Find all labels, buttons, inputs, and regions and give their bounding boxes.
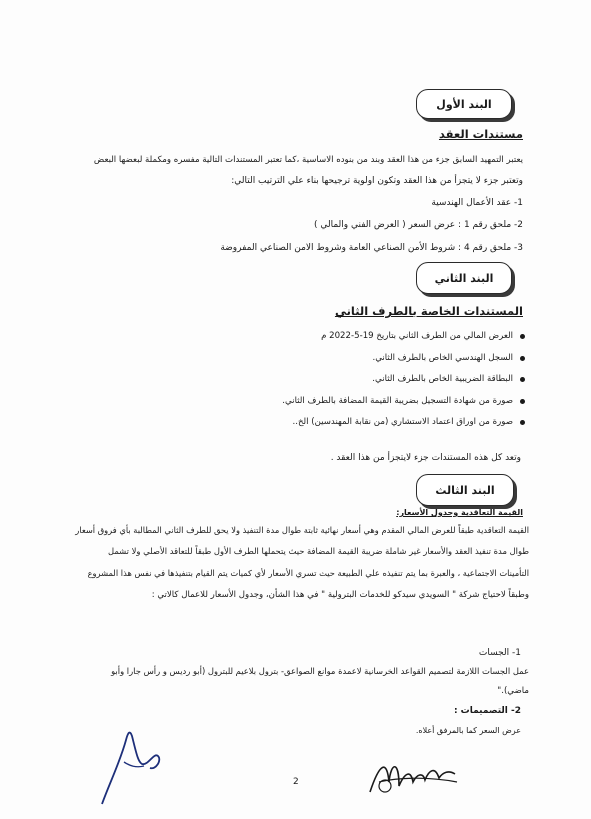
clause2-title-box [416,262,512,294]
clause3-sec2-line: عرض السعر كما بالمرفق أعلاه. [415,726,521,735]
bullet-item: العرض المالي من الطرف الثاني بتاريخ 19-5-2022 م [282,326,525,348]
bullet-dot [520,420,525,425]
clause1-title-box [416,89,512,119]
clause1-item-2: 2- ملحق رقم 1 : عرض السعر ( العرض الفني والمالي ) [313,220,523,230]
clause1-title: البند الأول [436,97,492,111]
clause2-closing: وتعد كل هذه المستندات جزء لايتجزأ من هذا العقد . [330,453,521,463]
signature-left-icon [92,722,172,812]
bullet-dot [520,356,525,361]
clause1-intro-line2: وتعتبر جزء لا يتجزأ من هذا العقد وتكون اولوية ترجيحها بناء علي الترتيب التالي: [231,176,523,186]
clause3-subheading: القيمة التعاقدية وجدول الأسعار: [396,508,523,517]
bullet-dot [520,334,525,339]
clause3-title-box [416,474,514,506]
clause3-para-line3: التأمينات الاجتماعية ، والعبرة بما يتم تنفيذه علي الطبيعة حيث تسري الأسعار لأي كميات يتم القيام بتنفيذها في نفس هذا المشروع [87,568,529,578]
bullet-dot [520,399,525,404]
bullet-dot [520,377,525,382]
clause3-title: البند الثالث [435,483,495,497]
clause3-sec2-title: 2- التصميمات : [453,706,521,716]
signature-right-icon [365,752,465,802]
clause3-para-line1: القيمة التعاقدية طبقاً للعرض المالي المقدم وهي أسعار نهائية ثابتة طوال مدة التنفيذ ولا يحق للطرف الثاني المطالبة بأي فروق أسعار [75,525,529,535]
clause3-sec1-line2: ماضي)." [497,686,529,696]
clause3-para-line2: طوال مدة تنفيذ العقد والأسعار غير شاملة ضريبة القيمة المضافة حيث يتحملها الطرف الأول طبقاً للتعاقد الأصلي ولا تشمل [108,546,529,556]
clause1-item-3: 3- ملحق رقم 4 : شروط الأمن الصناعي العامة وشروط الامن الصناعي المفروضة [220,243,523,253]
bullet-item: البطاقة الضريبية الخاص بالطرف الثاني. [282,369,525,391]
clause1-heading: مستندات العقد [438,127,523,141]
clause1-item-1: 1- عقد الأعمال الهندسية [431,198,523,208]
clause3-sec1-line1: عمل الجسات اللازمة لتصميم القواعد الخرسانية لاعمدة موانع الصواعق- بترول بلاعيم للبترول (أبو رديس و رأس جارا وأبو [111,666,529,676]
bullet-item: السجل الهندسي الخاص بالطرف الثاني. [282,348,525,370]
bullet-item: صورة من شهادة التسجيل بضريبة القيمة المضافة بالطرف الثاني. [282,391,525,413]
clause1-intro-line1: يعتبر التمهيد السابق جزء من هذا العقد وبند من بنوده الاساسية ،كما تعتبر المستندات التالية مفسره ومكملة لبعضها البعض [93,155,523,165]
bullet-item: صورة من اوراق اعتماد الاستشاري (من نقابة المهندسين) الخ.. [282,412,525,434]
clause3-sec1-title: 1- الجسات [478,648,521,658]
clause2-title: البند الثاني [434,271,494,285]
clause2-bullet-list [282,326,525,434]
clause2-heading: المستندات الخاصة بالطرف الثاني [334,304,523,318]
clause3-para-line4: وطبقاً لاحتياج شركة " السويدي سيدكو للخدمات البترولية " في هذا الشأن، وجدول الأسعار للاعمال كالاتي : [151,590,529,600]
page-number: 2 [293,777,299,787]
